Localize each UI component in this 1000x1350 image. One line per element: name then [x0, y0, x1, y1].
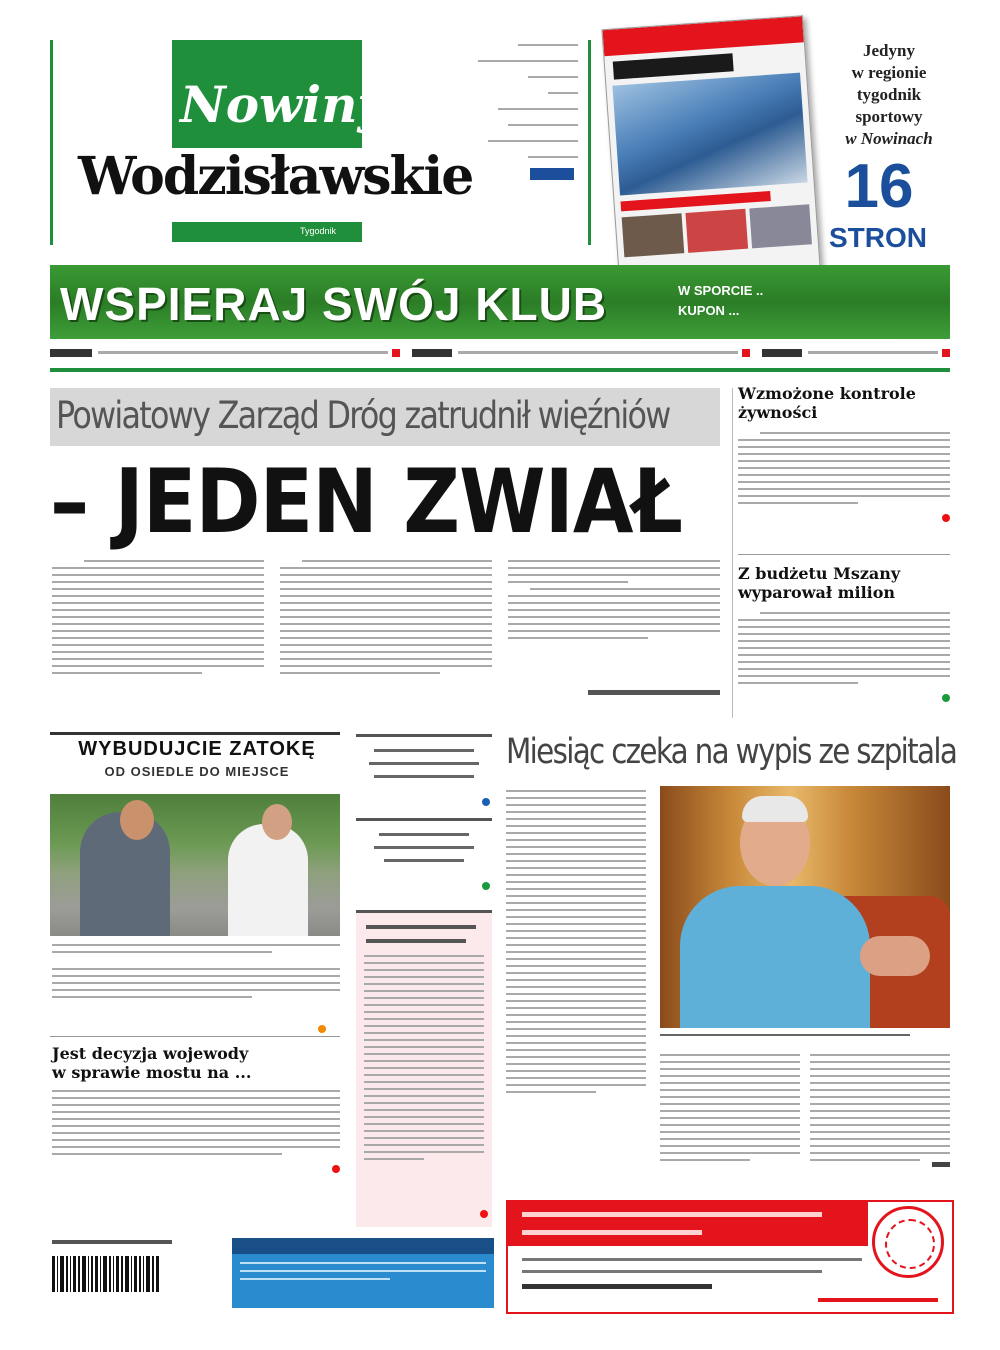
- promo-line-2: w regionie: [851, 63, 927, 82]
- issue-info: [470, 42, 578, 180]
- promo-count: 16: [844, 152, 914, 221]
- teaser-box-2-line-2: [374, 846, 474, 849]
- ad-box-text-line-2: [522, 1270, 822, 1273]
- left-story-top-rule: [50, 732, 340, 735]
- left-story2[interactable]: [52, 1044, 340, 1178]
- masthead-tagline: Tygodnik: [300, 226, 337, 236]
- teaser-box-1[interactable]: [356, 734, 492, 815]
- center-story-text-col-1: [506, 790, 646, 1098]
- masthead-title-main: Wodzisławskie: [78, 146, 473, 207]
- center-story-text-col-3: [810, 1054, 950, 1166]
- sidebar-rule: [732, 388, 733, 718]
- pink-box-title-line-1: [366, 925, 476, 929]
- teaser-box-1-line-2: [369, 762, 479, 765]
- supplement-cover-header: [603, 16, 804, 56]
- club-banner-side-2: KUPON ...: [678, 303, 740, 318]
- left-story-divider: [50, 1036, 340, 1037]
- left-story-title-1: WYBUDUJCIE ZATOKĘ: [78, 738, 316, 760]
- main-story-body: [52, 560, 720, 700]
- photo-man-hand: [860, 936, 930, 976]
- left-story-caption: [52, 944, 340, 958]
- ad-box-text-line-1: [522, 1258, 862, 1261]
- left-story-body: [52, 968, 340, 1003]
- ad-stamp: [872, 1206, 944, 1278]
- photo-person-right-head: [262, 804, 292, 840]
- promo-text: [824, 40, 954, 150]
- center-story-end-mark: [932, 1162, 950, 1167]
- main-story-kicker: Powiatowy Zarząd Dróg zatrudnił więźniów: [56, 394, 670, 437]
- ad-box-text-line-3: [522, 1284, 712, 1289]
- blue-info-box[interactable]: [232, 1238, 494, 1308]
- blue-info-box-header: [232, 1238, 494, 1254]
- club-banner-title: WSPIERAJ SWÓJ KLUB: [60, 278, 608, 330]
- barcode: [52, 1240, 222, 1310]
- supplement-cover-photo: [612, 73, 807, 196]
- teaser-box-2-line-3: [384, 859, 464, 862]
- center-story-text-col-2: [660, 1054, 800, 1166]
- club-banner-side-1: W SPORCIE ..: [678, 283, 764, 298]
- sidebar-story-1-marker: [942, 514, 950, 522]
- sidebar-divider: [738, 554, 950, 555]
- left-story-photo[interactable]: [50, 794, 340, 936]
- main-story-headline: – JEDEN ZWIAŁ: [50, 450, 683, 553]
- center-story-caption: [660, 1034, 950, 1041]
- section-rule: [50, 368, 950, 372]
- sidebar-story-2-title: Z budżetu Mszany wyparował milion: [738, 564, 901, 602]
- masthead-left-rule: [50, 40, 53, 245]
- teaser-box-1-line-3: [374, 775, 474, 778]
- sidebar-story-2-marker: [942, 694, 950, 702]
- sidebar-story-1-title: Wzmożone kontrole żywności: [738, 384, 916, 422]
- center-story-headline: Miesiąc czeka na wypis ze szpitala: [506, 732, 957, 772]
- center-story-photo[interactable]: [660, 786, 950, 1028]
- promo-line-3: tygodnik: [856, 85, 922, 104]
- supplement-cover-thumb-3: [749, 204, 812, 248]
- pink-box[interactable]: [356, 910, 492, 1227]
- promo-line-1: Jedyny: [863, 41, 915, 60]
- left-story2-marker: [332, 1165, 340, 1173]
- left-story2-title-2: w sprawie mostu na ...: [52, 1063, 252, 1082]
- club-banner[interactable]: [50, 265, 950, 339]
- issue-logo-badge: [530, 168, 574, 180]
- supplement-cover[interactable]: [601, 15, 820, 280]
- teaser-strip: [50, 347, 950, 359]
- promo-line-5: w Nowinach: [845, 129, 933, 148]
- teaser-box-2-line-1: [379, 833, 469, 836]
- masthead-title-script: Nowiny: [180, 75, 387, 134]
- club-banner-side: [678, 281, 763, 321]
- ad-box-red-band: [508, 1202, 868, 1246]
- teaser-box-1-line-1: [374, 749, 474, 752]
- photo-person-right: [228, 824, 308, 936]
- photo-man-body: [680, 886, 870, 1028]
- teaser-box-2[interactable]: [356, 818, 492, 899]
- photo-person-left-head: [120, 800, 154, 840]
- supplement-cover-headline: [613, 53, 734, 79]
- sidebar-story-1[interactable]: [738, 384, 950, 527]
- promo-pages-label: STRON: [829, 222, 927, 253]
- masthead-right-rule: [588, 40, 591, 245]
- left-story2-title-1: Jest decyzja wojewody: [52, 1044, 249, 1063]
- ad-box-band-line-2: [522, 1230, 702, 1235]
- left-story-title-2: OD OSIEDLE DO MIEJSCE: [104, 764, 290, 779]
- supplement-cover-thumb-2: [685, 209, 748, 253]
- photo-man-hair: [742, 796, 808, 822]
- ad-box-band-line-1: [522, 1212, 822, 1217]
- sidebar-story-2[interactable]: [738, 564, 950, 707]
- ad-box[interactable]: [506, 1200, 954, 1314]
- ad-box-footer-line: [818, 1298, 938, 1302]
- supplement-cover-thumb-1: [622, 213, 685, 257]
- promo-line-4: sportowy: [855, 107, 923, 126]
